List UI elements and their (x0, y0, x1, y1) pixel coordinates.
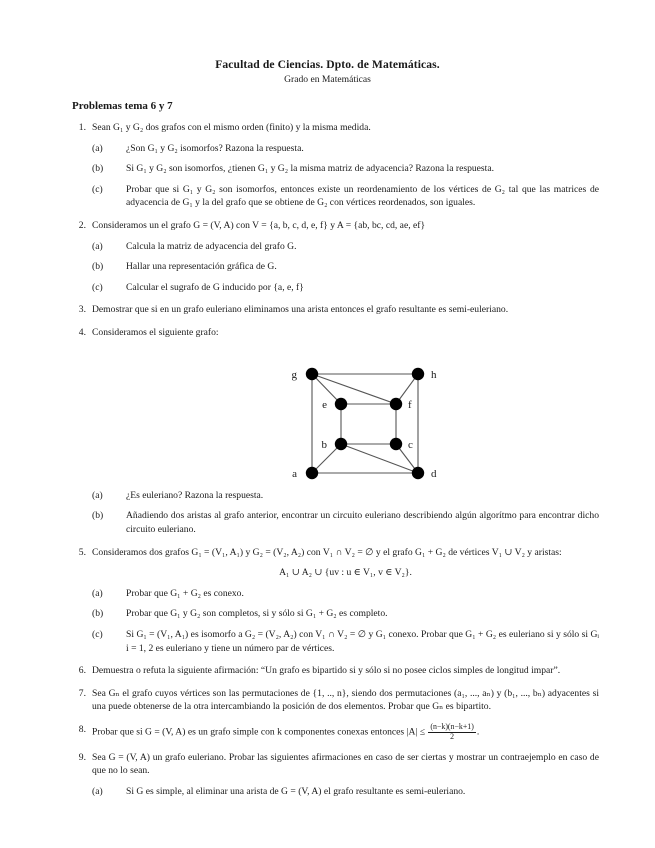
graph-vertex-b (334, 438, 346, 450)
problem-item (0, 546, 655, 656)
problem-subitem (92, 142, 599, 156)
subitem-label: (b) (92, 163, 104, 175)
subitem-text: Si G₁ y G₂ son isomorfos, ¿tienen G₁ y G₂ la misma matriz de adyacencia? Razona la respuesta. (126, 163, 494, 175)
subitem-text: ¿Son G₁ y G₂ isomorfos? Razona la respuesta. (126, 142, 304, 154)
subitem-label: (c) (92, 183, 103, 195)
graph-vertex-d (411, 467, 423, 479)
problem-number: 2. (78, 220, 86, 232)
problem-number: 4. (78, 327, 86, 339)
problem-subitem (92, 509, 599, 536)
graph-vertex-label-g: g (291, 368, 297, 381)
problem-text: Sean G₁ y G₂ dos grafos con el mismo orden (finito) y la misma medida. (92, 122, 371, 133)
problem-subitem (92, 281, 599, 295)
problem-text: Consideramos un el grafo G = (V, A) con V = {a, b, c, d, e, f} y A = {ab, bc, cd, ae, ef} (92, 220, 426, 232)
problem-item (0, 687, 655, 714)
problem-number: 9. (78, 751, 86, 763)
subitem-text: Probar que G₁ y G₂ son completos, si y sólo si G₁ + G₂ es completo. (126, 608, 388, 620)
subitem-label: (b) (92, 608, 104, 620)
graph-vertex-c (389, 438, 401, 450)
subitem-label: (b) (92, 510, 104, 522)
subitem-text: Calcula la matriz de adyacencia del grafo G. (126, 240, 297, 252)
problem-sublist (92, 587, 599, 655)
problem-subitem (92, 489, 599, 503)
problem-sublist (92, 489, 599, 537)
problem-number: 6. (78, 665, 86, 677)
graph-vertex-e (334, 398, 346, 410)
problem-text: Sea G = (V, A) un grafo euleriano. Probar las siguientes afirmaciones en caso de ser ciertas y mostrar un contraejemplo en caso de que no lo sean. (92, 751, 599, 777)
problem-sublist (92, 142, 599, 210)
graph-vertex-label-h: h (430, 368, 436, 381)
problem-subitem (92, 628, 599, 655)
graph-vertex-h (411, 368, 423, 380)
subitem-label: (a) (92, 489, 103, 501)
subitem-text: ¿Es euleriano? Razona la respuesta. (126, 489, 264, 501)
institution-title: Facultad de Ciencias. Dpto. de Matemáticas. (215, 58, 440, 71)
subitem-label: (a) (92, 587, 103, 599)
problem-subitem (92, 260, 599, 274)
graph-vertex-label-a: a (291, 467, 297, 480)
problem-text: Consideramos el siguiente grafo: (92, 327, 219, 339)
problem-subitem (92, 183, 599, 210)
problem-item (0, 326, 655, 536)
graph-figure (92, 350, 599, 482)
degree-subtitle: Grado en Matemáticas (284, 74, 371, 85)
graph-vertex-f (389, 398, 401, 410)
problem-number: 3. (78, 304, 86, 316)
problem-number: 1. (78, 122, 86, 133)
graph-vertex-a (305, 467, 317, 479)
subitem-text: Probar que si G₁ y G₂ son isomorfos, entonces existe un reordenamiento de los vértices de G₂ tal que las matrices de adyacencia de G₁ y la del grafo que se obtiene de G₂ con vértices reordenados, son iguales. (126, 183, 599, 209)
problem-number: 8. (78, 724, 86, 736)
problem-number: 5. (78, 546, 86, 558)
problem-subitem (92, 607, 599, 621)
subitem-label: (a) (92, 142, 103, 154)
graph-vertex-label-e: e (321, 398, 327, 411)
problem-item (0, 751, 655, 799)
subitem-text: Si G es simple, al eliminar una arista de G = (V, A) el grafo resultante es semi-euleriano. (126, 785, 466, 797)
problem-sublist (92, 785, 599, 799)
problem-item (0, 664, 655, 678)
subitem-text: Hallar una representación gráfica de G. (126, 261, 277, 273)
graph-vertex-label-f: f (407, 398, 412, 411)
subitem-label: (c) (92, 628, 103, 640)
problem-subitem (92, 162, 599, 176)
problem-subitem (92, 785, 599, 799)
subitem-label: (b) (92, 261, 104, 273)
graph-figure-svg (246, 350, 446, 482)
display-equation: A₁ ∪ A₂ ∪ {uv : u ∈ V₁, v ∈ V₂}. (279, 567, 412, 579)
fraction-denominator: 2 (450, 731, 455, 741)
problem-text: Demostrar que si en un grafo euleriano eliminamos una arista entonces el grafo resultante es semi-euleriano. (92, 304, 509, 316)
problem-sublist (92, 240, 599, 295)
subitem-label: (c) (92, 281, 103, 293)
subitem-text: Si G₁ = (V₁, A₁) es isomorfo a G₂ = (V₂, A₂) con V₁ ∩ V₂ = ∅ y G₁ conexo. Probar que G₁ + G₂ es euleriano si y sólo si Gᵢ i = 1, 2 es euleriano y tiene un número par de vértices. (126, 628, 599, 654)
problem-item (0, 723, 655, 742)
subitem-text: Probar que G₁ + G₂ es conexo. (126, 587, 244, 599)
problem-subitem (92, 240, 599, 254)
fraction-numerator: (n−k)(n−k+1) (430, 722, 474, 732)
graph-vertex-label-d: d (430, 467, 436, 480)
problem-text: Demuestra o refuta la siguiente afirmación: “Un grafo es bipartido si y sólo si no posee ciclos simples de longitud impar”. (92, 665, 561, 677)
graph-vertex-g (305, 368, 317, 380)
problem-text: Sea Gₙ el grafo cuyos vértices son las permutaciones de {1, .., n}, siendo dos permutaciones (a₁, ..., aₙ) y (b₁, ..., bₙ) adyacentes si una puede obtenerse de la otra intercambiando la posición de dos elementos. Probar que Gₙ es bipartito. (92, 687, 599, 713)
subitem-label: (a) (92, 240, 103, 252)
section-title: Problemas tema 6 y 7 (72, 100, 173, 112)
problem-text: Probar que si G = (V, A) es un grafo simple con k componentes conexas entonces |A| ≤ (92, 726, 428, 738)
problem-number: 7. (78, 687, 86, 699)
problem-item (0, 219, 655, 294)
problem-subitem (92, 587, 599, 601)
graph-vertex-label-b: b (321, 438, 327, 451)
subitem-text: Calcular el sugrafo de G inducido por {a, e, f} (126, 281, 304, 293)
problem-item (0, 303, 655, 317)
document-header (0, 0, 655, 85)
problem-item (0, 121, 655, 210)
problem-text: Consideramos dos grafos G₁ = (V₁, A₁) y G₂ = (V₂, A₂) con V₁ ∩ V₂ = ∅ y el grafo G₁ + G₂ de vértices V₁ ∪ V₂ y aristas: (92, 546, 562, 558)
problem-list (0, 121, 655, 798)
problem-text-after: . (476, 726, 480, 738)
inline-fraction (428, 723, 475, 742)
graph-vertex-label-c: c (407, 438, 413, 451)
subitem-label: (a) (92, 785, 103, 797)
subitem-text: Añadiendo dos aristas al grafo anterior, encontrar un circuito euleriano describiendo algún algorítmo para encontrar dicho circuito euleriano. (126, 510, 599, 535)
